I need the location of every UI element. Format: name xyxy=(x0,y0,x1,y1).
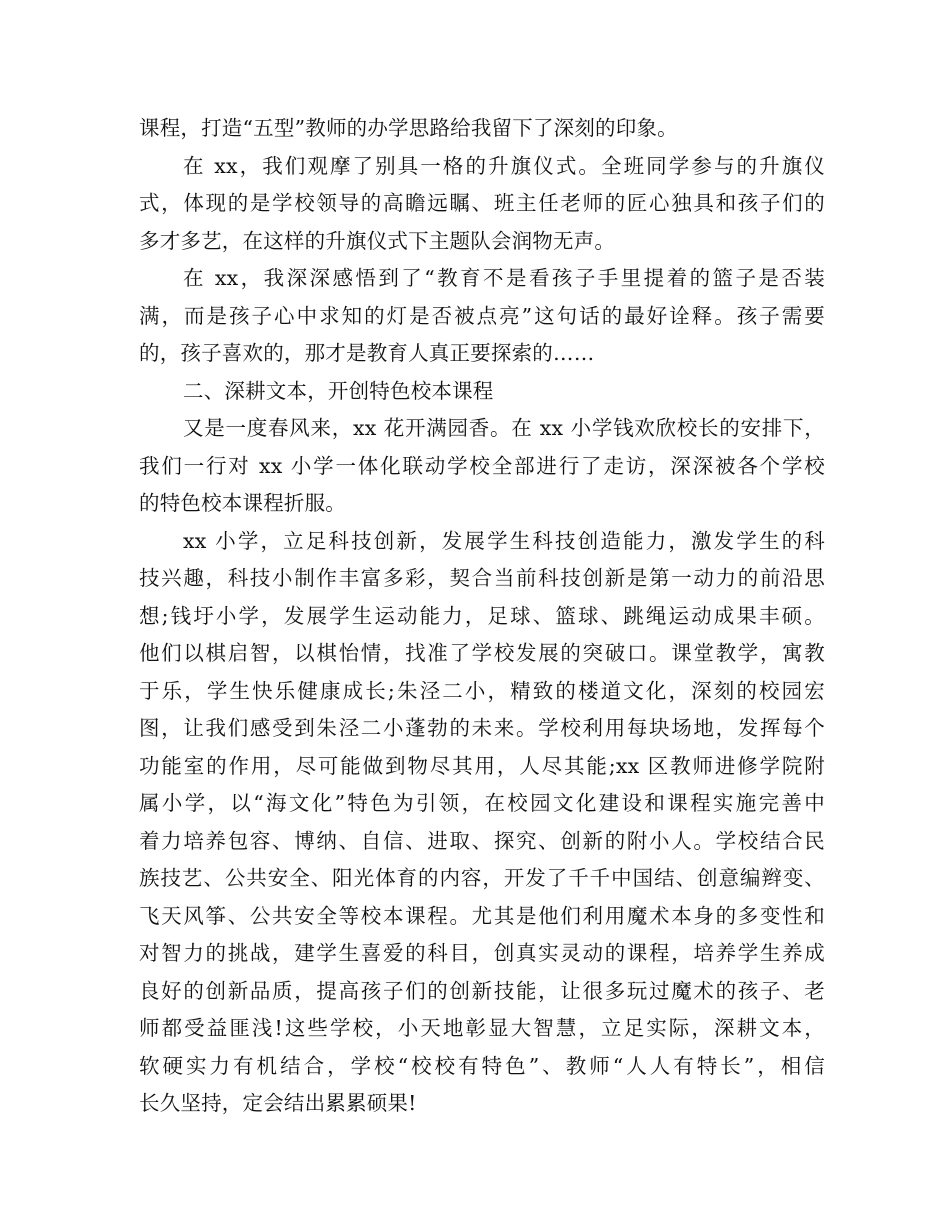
text-line: 着力培养包容、博纳、自信、进取、探究、创新的附小人。学校结合民 xyxy=(139,828,825,853)
text-line: 图，让我们感受到朱泾二小蓬勃的未来。学校利用每块场地，发挥每个 xyxy=(139,716,825,740)
text-line: 师都受益匪浅!这些学校，小天地彰显大智慧，立足实际，深耕文本， xyxy=(139,1016,825,1040)
paragraph-first-line: 在 xx，我深深感悟到了“教育不是看孩子手里提着的篮子是否装 xyxy=(183,266,825,290)
text-line: 技兴趣，科技小制作丰富多彩，契合当前科技创新是第一动力的前沿思 xyxy=(139,566,825,590)
text-line: 属小学，以“海文化”特色为引领，在校园文化建设和课程实施完善中 xyxy=(139,791,825,815)
text-line: 族技艺、公共安全、阳光体育的内容，开发了千千中国结、创意编辫变、 xyxy=(139,866,825,890)
paragraph-first-line: xx 小学，立足科技创新，发展学生科技创造能力，激发学生的科 xyxy=(183,528,825,553)
document-body xyxy=(139,110,825,1123)
paragraph-first-line: 又是一度春风来，xx 花开满园香。在 xx 小学钱欢欣校长的安排下， xyxy=(183,416,825,440)
text-line: 良好的创新品质，提高孩子们的创新技能，让很多玩过魔术的孩子、老 xyxy=(139,978,825,1003)
text-line: 对智力的挑战，建学生喜爱的科目，创真实灵动的课程，培养学生养成 xyxy=(139,941,825,965)
text-line: 的，孩子喜欢的，那才是教育人真正要探索的…… xyxy=(139,341,595,365)
text-line: 多才多艺，在这样的升旗仪式下主题队会润物无声。 xyxy=(139,228,616,253)
text-line: 式，体现的是学校领导的高瞻远瞩、班主任老师的匠心独具和孩子们的 xyxy=(139,191,825,215)
text-line: 他们以棋启智，以棋怡情，找准了学校发展的突破口。课堂教学，寓教 xyxy=(139,641,825,665)
text-line: 于乐，学生快乐健康成长;朱泾二小，精致的楼道文化，深刻的校园宏 xyxy=(139,678,825,703)
text-line: 我们一行对 xx 小学一体化联动学校全部进行了走访，深深被各个学校 xyxy=(139,453,825,478)
text-line: 课程，打造“五型”教师的办学思路给我留下了深刻的印象。 xyxy=(139,116,678,140)
paragraph-first-line: 二、深耕文本，开创特色校本课程 xyxy=(183,378,494,403)
text-line: 长久坚持，定会结出累累硕果! xyxy=(139,1091,417,1115)
text-line: 飞天风筝、公共安全等校本课程。尤其是他们利用魔术本身的多变性和 xyxy=(139,903,825,928)
text-line: 想;钱圩小学，发展学生运动能力，足球、篮球、跳绳运动成果丰硕。 xyxy=(139,603,825,628)
paragraph-first-line: 在 xx，我们观摩了别具一格的升旗仪式。全班同学参与的升旗仪 xyxy=(183,153,825,178)
text-line: 软硬实力有机结合，学校“校校有特色”、教师“人人有特长”，相信 xyxy=(139,1053,825,1078)
text-line: 满，而是孩子心中求知的灯是否被点亮”这句话的最好诠释。孩子需要 xyxy=(139,303,825,328)
text-line: 功能室的作用，尽可能做到物尽其用，人尽其能;xx 区教师进修学院附 xyxy=(139,753,825,778)
text-line: 的特色校本课程折服。 xyxy=(139,491,346,515)
